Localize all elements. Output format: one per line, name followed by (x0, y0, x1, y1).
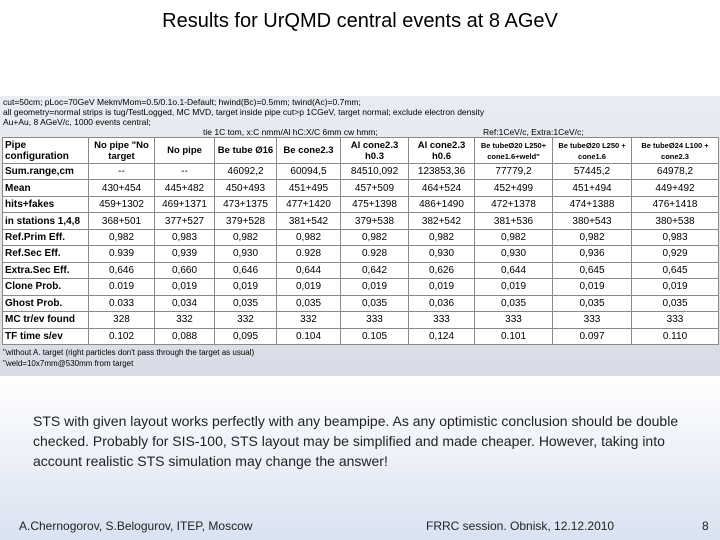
table-cell: 0,035 (215, 295, 277, 311)
table-cell: 0.928 (277, 246, 341, 262)
table-cell: 0,982 (553, 229, 632, 245)
table-cell: 0,982 (277, 229, 341, 245)
table-cell: 0,983 (632, 229, 719, 245)
table-cell: 60094,5 (277, 164, 341, 180)
row-label: Clone Prob. (3, 279, 89, 295)
table-cell: 382+542 (409, 213, 475, 229)
table-row (3, 328, 719, 344)
table-row (3, 229, 719, 245)
row-label: Ghost Prob. (3, 295, 89, 311)
table-cell: 0.019 (89, 279, 155, 295)
summary-text: STS with given layout works perfectly with any beampipe. As any optimistic conclusion should be double checked. Probably for SIS-100, STS layout may be simplified and made cheaper. However, taking into account realistic STS simulation may change the answer! (33, 413, 679, 469)
table-cell: 0,088 (155, 328, 215, 344)
table-cell: 451+495 (277, 180, 341, 196)
table-cell: 0,982 (341, 229, 409, 245)
table-cell: Be tube Ø16 (215, 138, 277, 164)
table-cell: No pipe (155, 138, 215, 164)
table-cell: 328 (89, 312, 155, 328)
table-cell: 0.033 (89, 295, 155, 311)
table-cell: 0,626 (409, 262, 475, 278)
table-cell: 486+1490 (409, 196, 475, 212)
table-cell: 379+538 (341, 213, 409, 229)
table-cell: 476+1418 (632, 196, 719, 212)
row-label: hits+fakes (3, 196, 89, 212)
note-line (3, 127, 717, 137)
table-cell: 449+492 (632, 180, 719, 196)
table-cell: 0,036 (409, 295, 475, 311)
table-cell: -- (89, 164, 155, 180)
settings-notes (3, 97, 717, 137)
table-cell: 57445,2 (553, 164, 632, 180)
table-cell: 0,124 (409, 328, 475, 344)
table-cell: 381+542 (277, 213, 341, 229)
table-cell: 0.097 (553, 328, 632, 344)
session-footer: FRRC session. Obnisk, 12.12.2010 (426, 519, 615, 533)
table-cell: 0,982 (89, 229, 155, 245)
row-label: Mean (3, 180, 89, 196)
table-cell: 0,982 (215, 229, 277, 245)
table-row (3, 213, 719, 229)
table-row (3, 246, 719, 262)
table-cell: 0,939 (155, 246, 215, 262)
table-cell: 379+528 (215, 213, 277, 229)
table-cell: 0,929 (632, 246, 719, 262)
results-table (2, 137, 719, 345)
table-cell: 0,035 (553, 295, 632, 311)
table-cell: 0,646 (215, 262, 277, 278)
footnotes (3, 347, 254, 369)
table-cell: 333 (475, 312, 553, 328)
table-cell: 0,930 (409, 246, 475, 262)
table-cell: Be tubeØ24 L100 + cone2.3 (632, 138, 719, 164)
table-cell: 0,019 (409, 279, 475, 295)
row-label: MC tr/ev found (3, 312, 89, 328)
table-cell: 459+1302 (89, 196, 155, 212)
table-cell: 0,019 (215, 279, 277, 295)
table-cell: 332 (215, 312, 277, 328)
table-cell: 64978,2 (632, 164, 719, 180)
table-cell: 0,095 (215, 328, 277, 344)
table-cell: Al cone2.3 h0.3 (341, 138, 409, 164)
table-cell: 450+493 (215, 180, 277, 196)
table-cell: 473+1375 (215, 196, 277, 212)
table-cell: 477+1420 (277, 196, 341, 212)
row-label: TF time s/ev (3, 328, 89, 344)
table-cell: 0,035 (341, 295, 409, 311)
table-cell: 0,982 (475, 229, 553, 245)
table-cell: 368+501 (89, 213, 155, 229)
table-cell: 0,930 (475, 246, 553, 262)
table-cell: 0,642 (341, 262, 409, 278)
table-cell: 333 (553, 312, 632, 328)
table-cell: 0,019 (155, 279, 215, 295)
table-cell: 445+482 (155, 180, 215, 196)
table-cell: 464+524 (409, 180, 475, 196)
table-cell: 0,983 (155, 229, 215, 245)
table-header-row (3, 138, 719, 164)
table-cell: 469+1371 (155, 196, 215, 212)
table-cell: 0.110 (632, 328, 719, 344)
table-cell: 0,660 (155, 262, 215, 278)
author-footer: A.Chernogorov, S.Belogurov, ITEP, Moscow (19, 519, 253, 533)
table-cell: 333 (409, 312, 475, 328)
table-cell: 332 (277, 312, 341, 328)
table-cell: 0,936 (553, 246, 632, 262)
table-cell: 0,645 (553, 262, 632, 278)
table-row (3, 279, 719, 295)
slide-title: Results for UrQMD central events at 8 AGeV (162, 10, 558, 32)
table-cell: Be tubeØ20 L250 + cone1.6 (553, 138, 632, 164)
table-cell: 0,982 (409, 229, 475, 245)
table-cell: 0,930 (215, 246, 277, 262)
table-cell: 123853,36 (409, 164, 475, 180)
note-segment: Ref:1CeV/c, Extra:1CeV/c; (483, 127, 584, 137)
table-cell: 0,019 (341, 279, 409, 295)
table-row (3, 164, 719, 180)
table-cell: 0,019 (475, 279, 553, 295)
row-label: Ref.Sec Eff. (3, 246, 89, 262)
table-cell: 0,019 (632, 279, 719, 295)
table-cell: 0,019 (553, 279, 632, 295)
row-label: in stations 1,4,8 (3, 213, 89, 229)
table-cell: 84510,092 (341, 164, 409, 180)
table-cell: -- (155, 164, 215, 180)
table-cell: 0,644 (277, 262, 341, 278)
row-label: Sum.range,cm (3, 164, 89, 180)
table-cell: 0.939 (89, 246, 155, 262)
table-cell: 380+538 (632, 213, 719, 229)
note-line: all geometry=normal strips is tug/TestLogged, MC MVD, target inside pipe cut>p 1CGeV, target normal; exclude electron density (3, 107, 485, 117)
table-cell: 377+527 (155, 213, 215, 229)
table-cell: 333 (341, 312, 409, 328)
table-row (3, 295, 719, 311)
table-cell: 451+494 (553, 180, 632, 196)
table-cell: Be tubeØ20 L250+ cone1.6+weld" (475, 138, 553, 164)
note-line: Au+Au, 8 AGeV/c, 1000 events central; (3, 117, 151, 127)
table-cell: 474+1388 (553, 196, 632, 212)
table-cell: 0,035 (277, 295, 341, 311)
table-cell: 475+1398 (341, 196, 409, 212)
table-cell: 0.928 (341, 246, 409, 262)
footnote: "weld=10x7mm@530mm from target (3, 359, 134, 368)
footnote: "without A. target (right particles don't pass through the target as usual) (3, 348, 255, 357)
table-row (3, 262, 719, 278)
note-segment: tie 1C tom, x:C nmm/Al hC:X/C 6mm cw hmm; (203, 127, 378, 137)
table-cell: 452+499 (475, 180, 553, 196)
table-cell: 0.105 (341, 328, 409, 344)
table-cell: 380+543 (553, 213, 632, 229)
table-cell: 0.101 (475, 328, 553, 344)
table-cell: 0,019 (277, 279, 341, 295)
table-cell: 0.102 (89, 328, 155, 344)
table-cell: Be cone2.3 (277, 138, 341, 164)
table-cell: 0,035 (475, 295, 553, 311)
row-label: Pipe configuration (3, 138, 89, 164)
table-cell: 0,644 (475, 262, 553, 278)
table-row (3, 196, 719, 212)
page-number: 8 (702, 519, 709, 533)
table-cell: 457+509 (341, 180, 409, 196)
table-cell: 472+1378 (475, 196, 553, 212)
row-label: Ref.Prim Eff. (3, 229, 89, 245)
table-cell: 430+454 (89, 180, 155, 196)
table-cell: Al cone2.3 h0.6 (409, 138, 475, 164)
table-cell: 46092,2 (215, 164, 277, 180)
table-cell: 381+536 (475, 213, 553, 229)
table-cell: 77779,2 (475, 164, 553, 180)
table-cell: 0,034 (155, 295, 215, 311)
table-row (3, 180, 719, 196)
table-cell: 0,035 (632, 295, 719, 311)
table-cell: 0.104 (277, 328, 341, 344)
note-line: cut=50cm; pLoc=70GeV Mekm/Mom=0.5/0.1o.1-Default; hwind(Bc)=0.5mm; twind(Ac)=0.7mm; (3, 97, 361, 107)
table-cell: 0,646 (89, 262, 155, 278)
row-label: Extra.Sec Eff. (3, 262, 89, 278)
table-cell: 332 (155, 312, 215, 328)
table-cell: 333 (632, 312, 719, 328)
table-cell: 0,645 (632, 262, 719, 278)
table-row (3, 312, 719, 328)
table-cell: No pipe "No target (89, 138, 155, 164)
